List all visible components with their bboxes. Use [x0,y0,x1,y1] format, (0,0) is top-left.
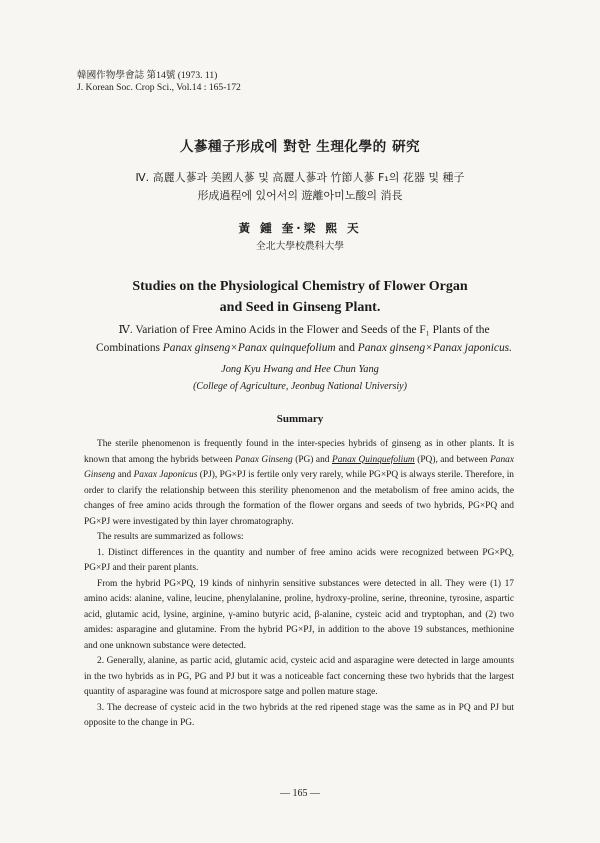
summary-paragraph: The results are summarized as follows: [97,532,244,542]
text: (PJ), PG×PJ is fertile only very rarely, while PG×PQ is always sterile. Therefore, in order to clarify the relationship between this sterility phenomenon and the metabolism of free amino acids, the changes of free amino acids through the formation of the flower organs and seeds of two hybrids, PG×PQ and PG×PJ were investigated by thin layer chromatography. [84,470,514,527]
subtitle-species: Panax ginseng×Panax japonicus. [357,342,512,354]
summary-paragraph: 3. The decrease of cysteic acid in the two hybrids at the red ripened stage was the same as in PQ and PJ but opposite to the change in PG. [84,702,514,728]
text: (PQ), and between [414,454,491,465]
species-name: Panax Ginseng [234,454,293,465]
page-number: — 165 — [280,788,320,799]
english-affiliation: (College of Agriculture, Jeonbug National Universiy) [193,381,407,392]
english-subtitle-line2 [78,339,530,357]
text: (PG) and [292,454,332,465]
text: The sterile phenomenon is frequently found in the inter-species hybrids of ginseng as in other plants. It is known that among the hybrids between [84,439,514,465]
subtitle-text: and [335,342,358,354]
korean-subtitle-line1: Ⅳ. 高麗人蔘과 美國人蔘 및 高麗人蔘과 竹節人蔘 F₁의 花器 및 種子 [135,171,465,184]
summary-heading: Summary [276,413,324,425]
english-title-line1: Studies on the Physiological Chemistry of Flower Organ [132,279,468,294]
journal-citation-english: J. Korean Soc. Crop Sci., Vol.14 : 165-172 [77,82,241,94]
summary-paragraph [84,437,514,530]
english-title-line2: and Seed in Ginseng Plant. [219,300,381,315]
text: and [115,470,134,480]
summary-paragraph: 2. Generally, alanine, as partic acid, glutamic acid, cysteic acid and asparagine were detected in large amounts in the two hybrids as in PG, PG and PJ but it was a noticeable fact concerning these two hybrids that the largest quantity of asparagine was found at microspore satge and pollen mature stage. [84,656,514,697]
korean-subtitle-line2: 形成過程에 있어서의 遊離아미노酸의 消長 [197,189,403,202]
korean-title: 人蔘種子形成에 對한 生理化學的 硏究 [179,139,421,155]
species-name: Panax Quinquefolium [331,454,415,465]
english-subtitle [78,321,530,357]
korean-subtitle [0,169,600,205]
journal-citation-korean: 韓國作物學會誌 第14號 (1973. 11) [77,70,218,81]
korean-affiliation: 全北大學校農科大學 [255,241,345,252]
summary-paragraph: From the hybrid PG×PQ, 19 kinds of ninhyrin sensitive substances were detected in all. They were (1) 17 amino acids: alanine, valine, leucine, phenylalanine, proline, hydroxy-proline, serine, threonine, tyrosine, aspartic acid, glutamic acid, lysine, arginine, γ-amino butyric acid, β-alanine, cysteic acid and tryptophan, and (2) two amides: asparagine and glutamine. From the hybrid PG×PJ, in addition to the above 19 substances, methionine and one unknown substance were detected. [84,578,514,651]
journal-citation [77,70,241,95]
species-name: Paxax Japonicus [133,470,198,480]
english-authors: Jong Kyu Hwang and Hee Chun Yang [221,364,379,375]
english-title [0,276,600,318]
english-subtitle-line1: Ⅳ. Variation of Free Amino Acids in the Flower and Seeds of the F₁ Plants of the [118,324,490,336]
summary-body [84,437,514,732]
korean-authors: 黃 鍾 奎·梁 熙 天 [238,221,362,235]
species-name: Panax Ginseng [84,454,515,480]
summary-paragraph: 1. Distinct differences in the quantity and number of free amino acids were recognized between PG×PQ, PG×PJ and their parent plants. [84,547,514,573]
subtitle-text: Combinations [96,342,163,354]
subtitle-species: Panax ginseng×Panax quinquefolium [162,342,336,354]
